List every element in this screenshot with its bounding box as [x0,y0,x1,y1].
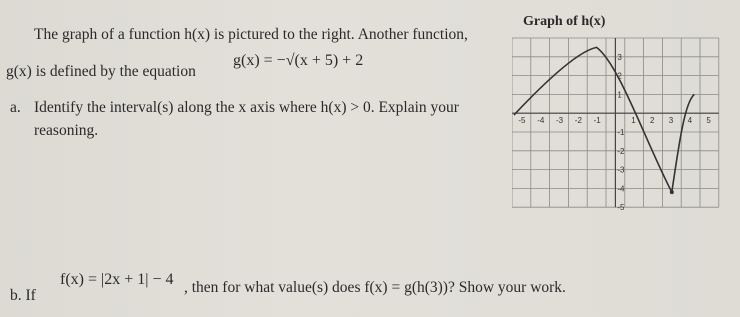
x-tick-label: 3 [668,116,674,126]
x-tick-label: -3 [556,116,564,126]
x-tick-label: -5 [518,116,526,126]
g-equation: g(x) = −√(x + 5) + 2 [233,52,364,69]
x-tick-label: -4 [537,116,545,126]
f-equation: f(x) = |2x + 1| − 4 [60,271,174,288]
graph-title: Graph of h(x) [523,14,606,29]
part-a-text-cont: reasoning. [34,122,99,139]
x-tick-label: 4 [687,116,693,126]
part-a-text: Identify the interval(s) along the x axis where h(x) > 0. Explain your [34,99,459,116]
y-tick-label: 1 [617,90,622,100]
x-tick-label: 5 [706,116,711,126]
x-tick-label: 1 [631,116,636,126]
cusp-point [670,190,674,194]
y-tick-label: -2 [617,146,625,156]
y-tick-label: -4 [617,184,625,194]
x-tick-label: 2 [650,116,655,126]
y-tick-label: 3 [617,52,622,62]
y-tick-label: -5 [617,203,625,213]
y-tick-label: -1 [617,128,625,137]
g-definition-text: g(x) is defined by the equation [6,63,196,80]
x-tick-label: -2 [574,116,582,126]
problem-intro-text: The graph of a function h(x) is pictured to the right. Another function, [34,26,468,43]
graph-of-h [512,16,724,216]
part-b-text: , then for what value(s) does f(x) = g(h(3))? Show your work. [184,279,566,296]
x-tick-label: -1 [593,116,601,126]
part-b-label: b. If [10,287,36,304]
part-a-label: a. [10,99,21,116]
y-tick-label: 2 [617,71,622,81]
y-tick-label: -3 [617,165,625,175]
